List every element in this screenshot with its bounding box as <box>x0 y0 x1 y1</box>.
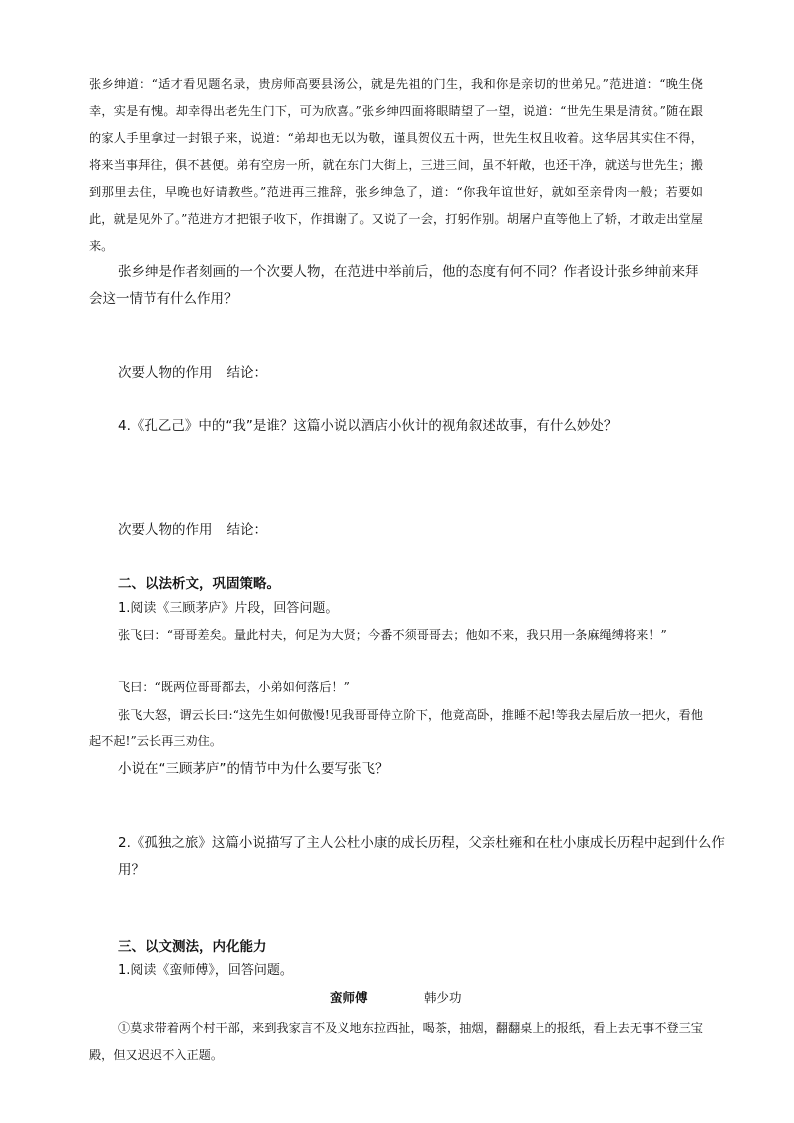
question-zhang-xiangshen: 张乡绅是作者刻画的一个次要人物，在范进中举前后，他的态度有何不同？作者设计张乡绅前来拜会这一情节有什么作用？ <box>89 264 699 307</box>
zhang-fei-quote-2: 飞曰：“既两位哥哥都去，小弟如何落后！” <box>118 680 350 694</box>
section-2-heading: 二、以法析文，巩固策略。 <box>118 576 280 592</box>
conclusion-suffix: 结论： <box>226 365 267 381</box>
conclusion-line-2 <box>89 517 732 544</box>
conclusion-label: 次要人物的作用 <box>118 365 213 381</box>
passage-fan-jin-excerpt: 张乡绅道：“适才看见题名录，贵房师高要县汤公，就是先祖的门生，我和你是亲切的世弟兄。”范进道：“晚生侥幸，实是有愧。却幸得出老先生门下，可为欣喜。”张乡绅四面将眼睛望了一望，说道：“世先生果是清贫。”随在跟的家人手里拿过一封银子来，说道：“弟却也无以为敬，谨具贺仪五十两，世先生权且收着。这华居其实住不得，将来当事拜往，俱不甚便。弟有空房一所，就在东门大街上，三进三间，虽不轩敞，也还干净，就送与世先生；搬到那里去住，早晚也好请教些。”范进再三推辞，张乡绅急了，道：“你我年谊世好，就如至亲骨肉一般；若要如此，就是见外了。”范进方才把银子收下，作揖谢了。又说了一会，打躬作别。胡屠户直等他上了轿，才敢走出堂屋来。 <box>89 77 703 253</box>
section-3-heading: 三、以文测法，内化能力 <box>118 939 267 955</box>
story-title: 蛮师傅 <box>330 990 368 1005</box>
conclusion-suffix: 结论： <box>226 522 267 538</box>
conclusion-line-1 <box>89 360 732 387</box>
zhang-fei-quote-1: 张飞曰：“哥哥差矣。量此村夫，何足为大贤；今番不须哥哥去；他如不来，我只用一条麻绳缚将来！” <box>118 628 667 642</box>
section-2-question-2: 2.《孤独之旅》这篇小说描写了主人公杜小康的成长历程，父亲杜雍和在杜小康成长历程中起到什么作用？ <box>118 835 725 878</box>
section-2-question: 小说在“三顾茅庐”的情节中为什么要写张飞？ <box>118 761 389 777</box>
conclusion-label: 次要人物的作用 <box>118 522 213 538</box>
zhang-fei-quote-3: 张飞大怒，谓云长曰:“这先生如何傲慢!见我哥哥侍立阶下，他竟高卧，推睡不起!等我去屋后放一把火，看他起不起!”云长再三劝住。 <box>89 708 703 748</box>
section-2-question-1-intro: 1.阅读《三顾茅庐》片段，回答问题。 <box>118 601 339 616</box>
question-kong-yiji: 4.《孔乙己》中的“我”是谁？这篇小说以酒店小伙计的视角叙述故事，有什么妙处？ <box>118 418 618 434</box>
story-author: 韩少功 <box>424 990 462 1005</box>
section-3-question-1-intro: 1.阅读《蛮师傅》，回答问题。 <box>118 963 293 978</box>
story-title-row <box>0 988 794 1008</box>
story-paragraph-1: ①莫求带着两个村干部，来到我家言不及义地东拉西扯，喝茶，抽烟，翻翻桌上的报纸，看上去无事不登三宝殿，但又迟迟不入正题。 <box>89 1021 703 1062</box>
